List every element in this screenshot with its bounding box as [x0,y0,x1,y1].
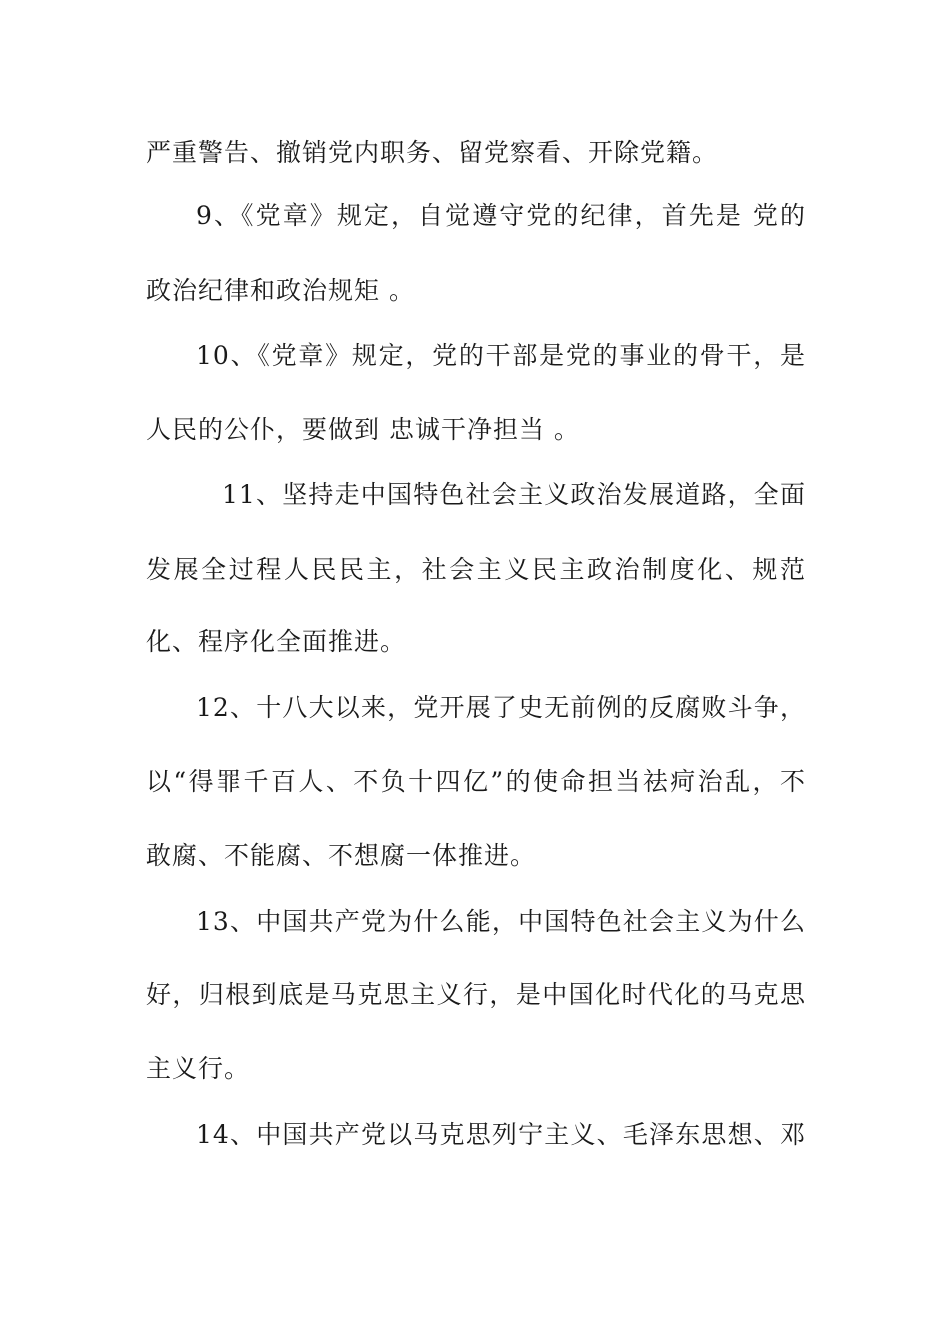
text-line: 14、中国共产党以马克思列宁主义、毛泽东思想、邓 [196,1120,806,1149]
text-line: 11、坚持走中国特色社会主义政治发展道路，全面 [222,480,806,509]
text-line: 9、《党章》规定，自觉遵守党的纪律，首先是 党的 [196,201,806,230]
text-line: 13、中国共产党为什么能，中国特色社会主义为什么 [196,907,806,936]
text-line: 12、十八大以来，党开展了史无前例的反腐败斗争， [196,693,806,722]
text-line: 政治纪律和政治规矩 。 [146,276,415,305]
text-line: 发展全过程人民民主，社会主义民主政治制度化、规范 [146,555,806,584]
text-line: 好，归根到底是马克思主义行，是中国化时代化的马克思 [146,980,806,1009]
text-line: 严重警告、撤销党内职务、留党察看、开除党籍。 [146,138,719,167]
text-line: 人民的公仆，要做到 忠诚干净担当 。 [146,415,580,444]
text-line: 敢腐、不能腐、不想腐一体推进。 [146,841,537,870]
text-line: 主义行。 [146,1054,251,1083]
text-line: 10、《党章》规定，党的干部是党的事业的骨干，是 [196,341,806,370]
text-line: 化、程序化全面推进。 [146,627,407,656]
text-line: 以“得罪千百人、不负十四亿”的使命担当祛疴治乱，不 [146,767,806,796]
